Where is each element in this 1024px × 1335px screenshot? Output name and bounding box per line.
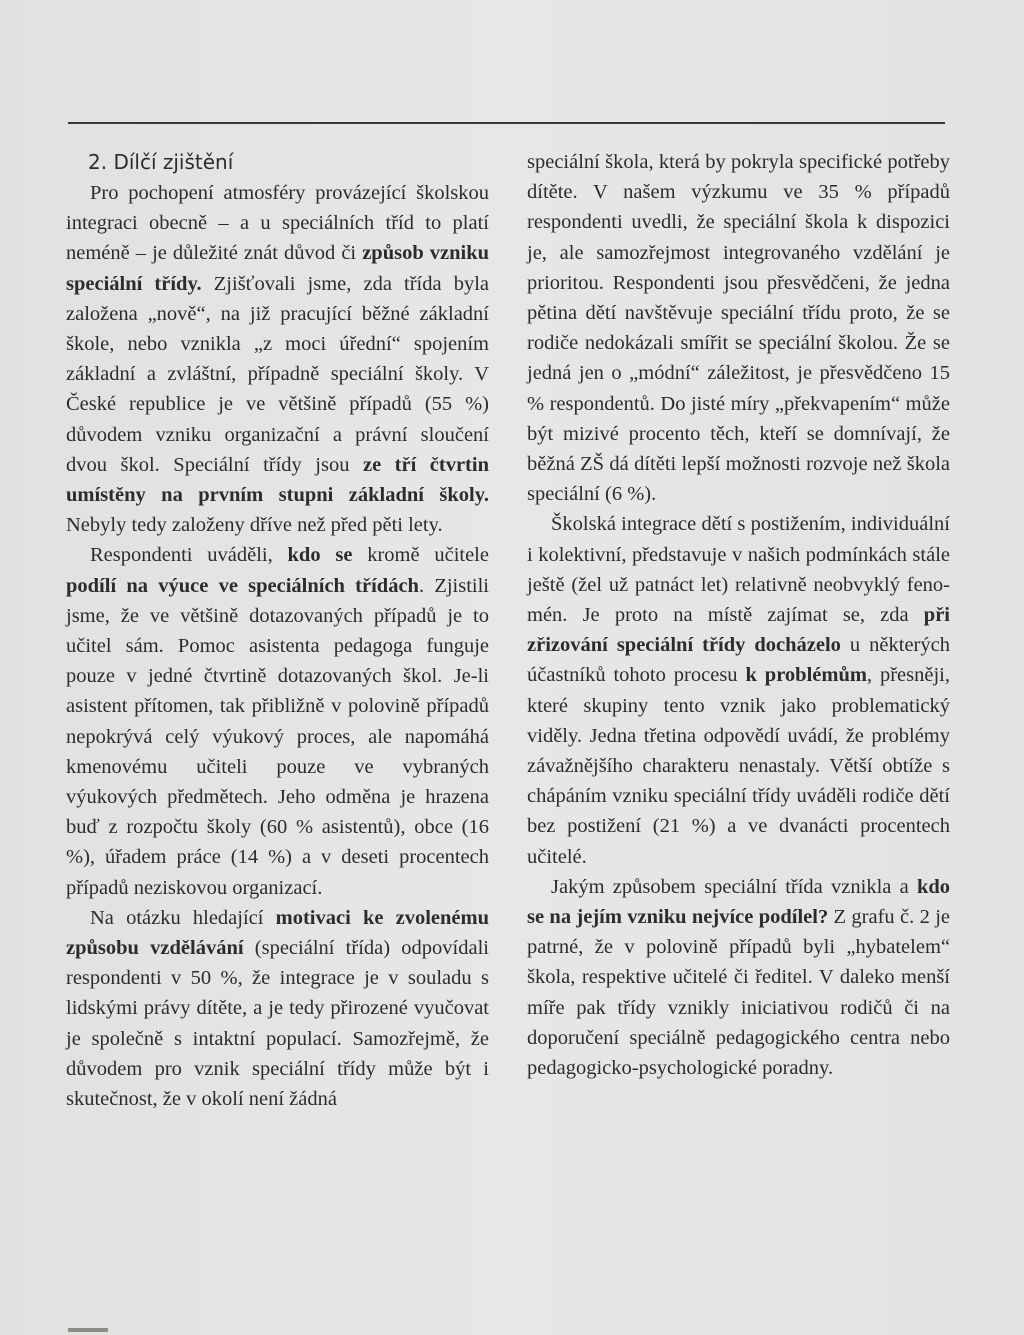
text-run: Na otázku hledající <box>90 906 276 929</box>
bold-text: při zřizování speciální třídy docházelo <box>527 604 950 657</box>
right-paragraph-1 <box>527 147 950 509</box>
text-run: u některých účastníků tohoto procesu <box>527 634 950 687</box>
bold-text: k problémům <box>745 664 867 687</box>
text-run: . Zjistili jsme, že ve většině dotazovaných případů je to učitel sám. Pomoc asistenta pedagoga funguje pouze v jedné čtvrtině dotazovaných škol. Je-li asistent přítomen, tak přibližně v polovině případů nepokrývá celý výukový proces, ale napomáhá kmenovému učiteli pouze ve vybraných výukových předmětech. Jeho odměna je hrazena buď z rozpočtu školy (60 % asistentů), obce (16 %), úřadem práce (14 %) a v deseti procentech případů neziskovou organizací. <box>66 574 489 899</box>
text-run: kromě učitele <box>352 544 489 567</box>
section-heading: 2. Dílčí zjištění <box>88 150 234 174</box>
text-run: Nebyly tedy založeny dříve než před pěti lety. <box>66 514 443 537</box>
left-paragraph-3 <box>66 903 489 1114</box>
text-run: Školská integrace dětí s postižením, individuální i kolektivní, představuje v našich podmínkách stále ještě (žel už patnáct let) relativně neobvyklý fenomén. Je proto na místě zajímat se, zda <box>527 513 950 627</box>
top-rule <box>68 122 945 124</box>
left-paragraph-1 <box>66 178 489 540</box>
bold-text: kdo se <box>287 544 353 567</box>
left-column <box>66 147 489 1114</box>
page-edge-mark <box>68 1328 108 1332</box>
text-run: Jakým způsobem speciální třída vznikla a <box>551 875 917 898</box>
bold-text: ze tří čtvrtin umístěny na prvním stupni základní školy. <box>66 453 489 507</box>
bold-text: podílí na výuce ve speciálních třídách <box>66 574 419 597</box>
text-run: Zjišťovali jsme, zda třída byla založena „nově“, na již pracující běžné základní škole, nebo vznikla „z moci úřední“ spojením základní a zvláštní, případně speciální školy. V České republice je ve většině případů (55 %) důvodem vzniku organizační a právní sloučení dvou škol. Speciální třídy jsou <box>66 272 489 476</box>
text-run: Pro pochopení atmosféry provázející školskou integraci obecně – a u speciálních tříd to platí neméně – je důležité znát důvod či <box>66 182 489 265</box>
text-run: Respondenti uváděli, <box>90 544 288 567</box>
text-run: , přesněji, které skupiny tento vznik jako problematický viděly. Jedna třetina odpovědí uvádí, že problémy závažnějšího charakteru nenastaly. Větší obtíže s chápáním vzniku speciální třídy uváděli rodiče dětí bez postižení (21 %) a ve dvanácti procentech učitelé. <box>527 664 950 868</box>
left-paragraph-2 <box>66 540 489 902</box>
bold-text: motivaci ke zvolenému způsobu vzdělávání <box>66 906 489 960</box>
bold-text: kdo se na jejím vzniku nejvíce podílel? <box>527 875 950 929</box>
right-column <box>527 147 950 1083</box>
right-paragraph-2 <box>527 509 950 871</box>
text-run: Z grafu č. 2 je patrné, že v polovině případů byli „hybatelem“ škola, respektive učitelé či ředitel. V daleko menší míře pak třídy vznikly iniciativou rodičů či na doporučení speciálně pedagogického centra nebo pedagogicko-psychologické poradny. <box>527 906 950 1080</box>
bold-text: způsob vzniku speciální třídy. <box>66 242 490 295</box>
right-paragraph-3 <box>527 872 950 1083</box>
text-run: (speciální třída) odpovídali respondenti v 50 %, že integrace je v souladu s lidskými právy dítěte, a je tedy přirozené vyučovat je společně s intaktní populací. Samozřejmě, že důvodem pro vznik speciální třídy může být i skutečnost, že v okolí není žádná <box>66 937 489 1111</box>
text-run: speciální škola, která by pokryla specifické potřeby dítěte. V našem výzkumu ve 35 % případů respondenti uvedli, že speciální škola k dispozici je, ale samozřejmost integrovaného vzdělání je prioritou. Respondenti jsou přesvědčeni, že jedna pětina dětí navštěvuje speciální třídu proto, že se rodiče nedokázali smířit se speciální školou. Že se jedná jen o „módní“ záležitost, je přesvědčeno 15 % respondentů. Do jisté míry „překvapením“ může být mizivé procento těch, kteří se domnívají, že běžná ZŠ dá dítěti lepší možnosti rozvoje než škola speciální (6 %). <box>527 151 950 506</box>
